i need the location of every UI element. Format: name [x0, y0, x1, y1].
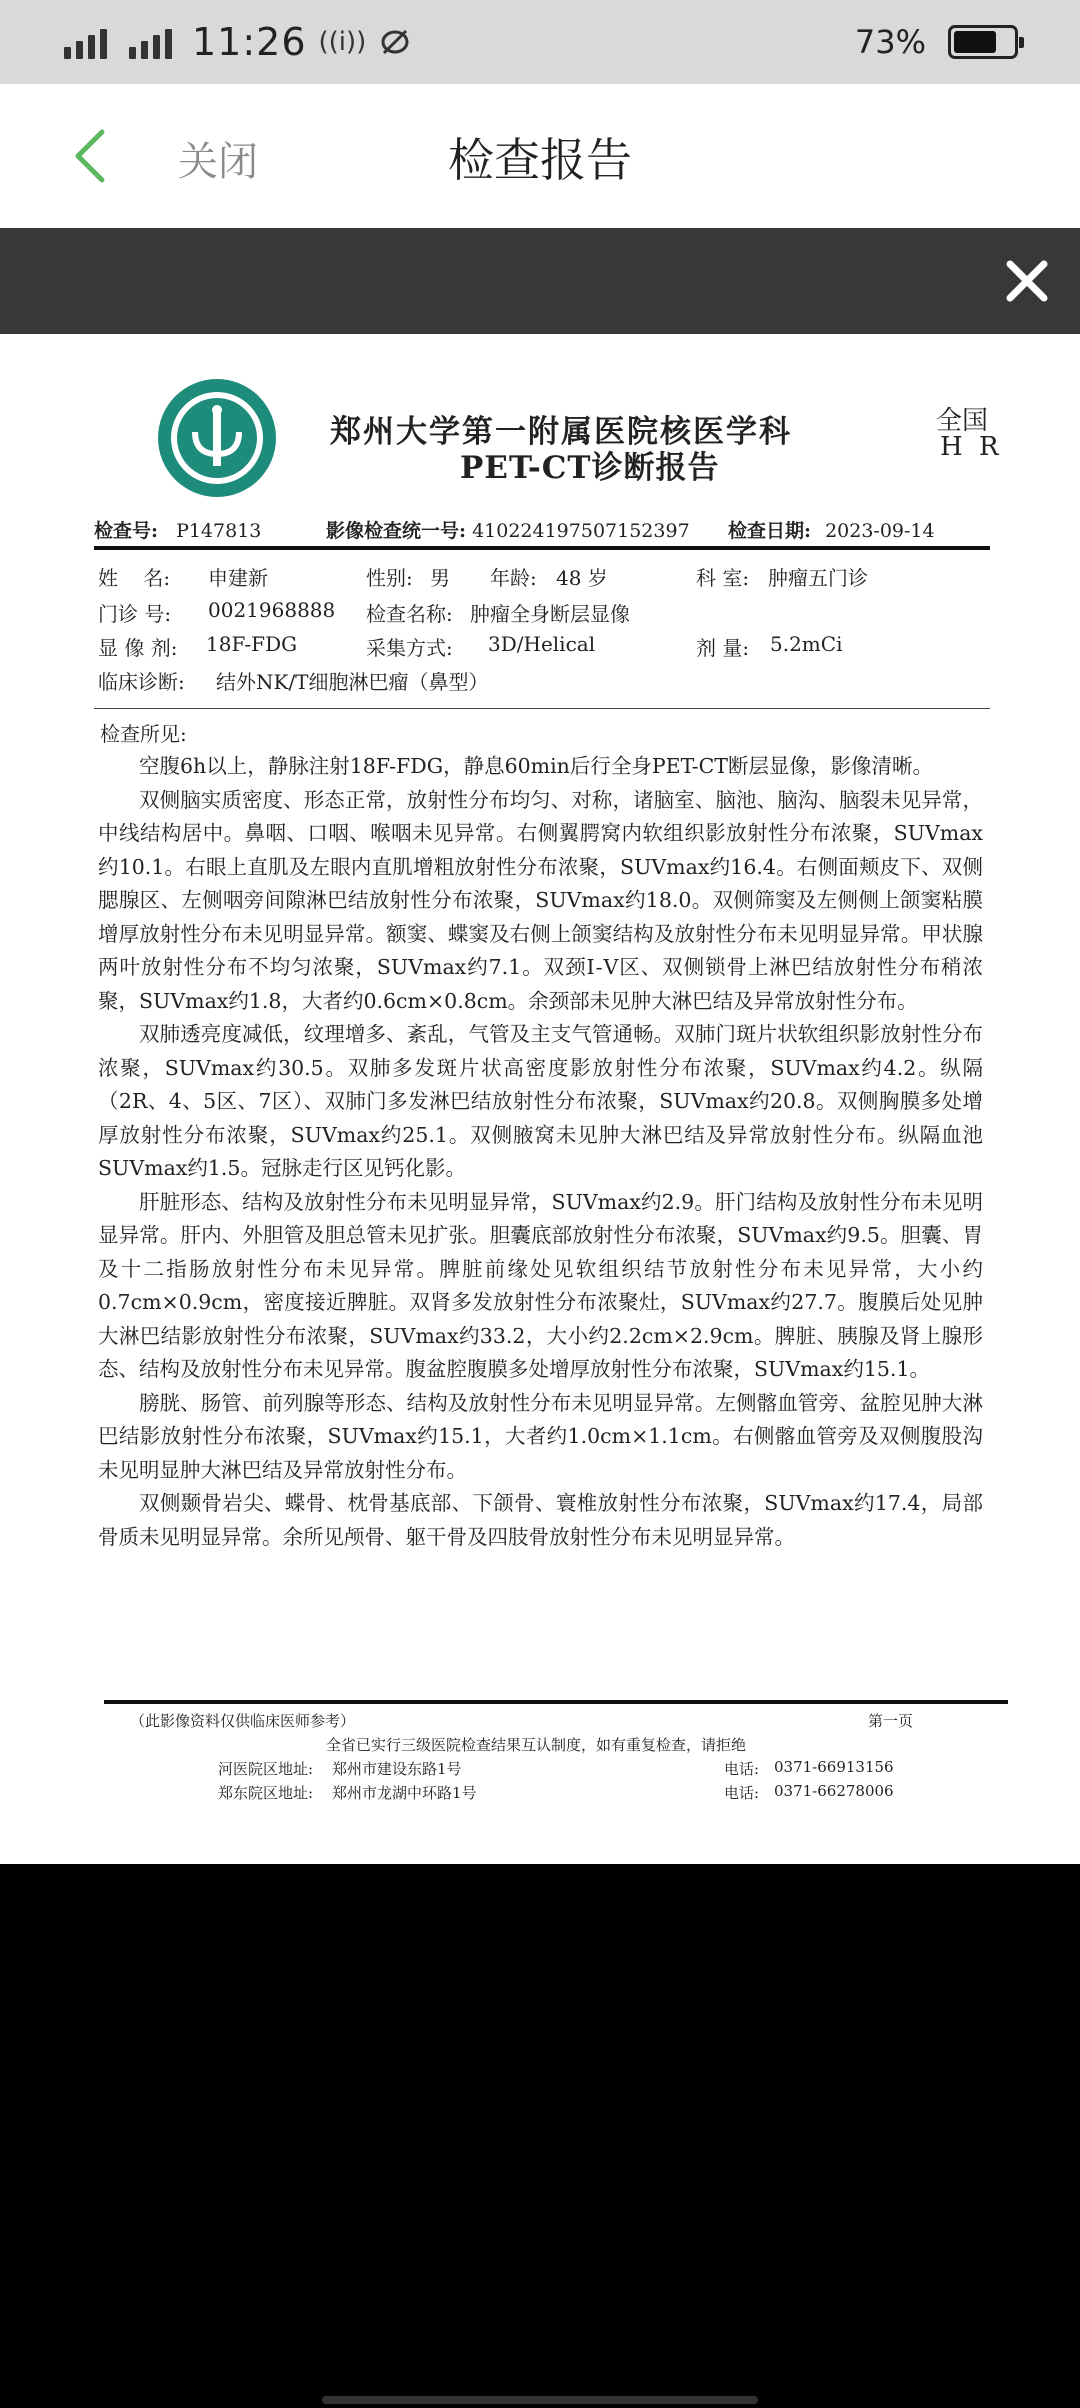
address1-label: 河医院区地址: [218, 1760, 314, 1778]
collection-value: 3D/Helical [488, 632, 596, 656]
address1: 郑州市建设东路1号 [332, 1760, 462, 1778]
exam-number-label: 检查号: [94, 520, 159, 542]
corner-mark-line1: 全国 [936, 406, 989, 436]
agent-value: 18F-FDG [206, 632, 298, 656]
corner-mark-line2: H R [940, 432, 1003, 462]
address2: 郑州市龙湖中环路1号 [332, 1784, 477, 1802]
battery-level [954, 31, 996, 53]
battery-icon [948, 25, 1018, 59]
outpatient-label: 门诊 号: [98, 602, 172, 626]
patient-name-label: 姓 名: [98, 566, 171, 590]
exam-number: P147813 [176, 520, 262, 542]
tel2: 0371-66278006 [774, 1782, 894, 1800]
header-divider [94, 546, 990, 550]
close-button[interactable]: 关闭 [178, 139, 258, 185]
diagnosis-label: 临床诊断: [98, 670, 185, 694]
unified-number-label: 影像检查统一号: [326, 520, 467, 542]
status-left [64, 18, 412, 66]
sex-label: 性别: [366, 566, 413, 590]
findings-paragraph: 空腹6h以上，静脉注射18F-FDG，静息60min后行全身PET-CT断层显像，影像清晰。 [139, 754, 933, 778]
findings-body [98, 750, 983, 1554]
unified-number: 410224197507152397 [472, 520, 690, 542]
findings-paragraph: 双肺透亮度减低，纹理增多、紊乱，气管及主支气管通畅。双肺门斑片状软组织影放射性分布浓聚，SUVmax约30.5。双肺多发斑片状高密度影放射性分布浓聚，SUVmax约4.2。纵隔（2R、4、5区、7区）、双肺门多发淋巴结放射性分布浓聚，SUVmax约20.8。双侧胸膜多处增厚放射性分布浓聚，SUVmax约25.1。双侧腋窝未见肿大淋巴结及异常放射性分布。纵隔血池SUVmax约1.5。冠脉走行区见钙化影。 [98, 1022, 983, 1180]
patient-name: 申建新 [208, 566, 268, 590]
findings-label: 检查所见: [100, 722, 187, 746]
status-bar [0, 0, 1080, 84]
signal-icon-sim1 [64, 25, 107, 59]
footer-divider [104, 1700, 1008, 1704]
info-divider [94, 708, 990, 709]
address2-label: 郑东院区地址: [218, 1784, 314, 1802]
close-icon[interactable] [1002, 256, 1052, 306]
exam-name-label: 检查名称: [366, 602, 453, 626]
diagnosis-value: 结外NK/T细胞淋巴瘤（鼻型） [216, 670, 489, 694]
hospital-logo-icon [155, 376, 279, 500]
agent-label: 显 像 剂: [98, 636, 178, 660]
age-value: 48 岁 [556, 566, 608, 590]
dept-value: 肿瘤五门诊 [768, 566, 868, 590]
status-right [855, 18, 1018, 66]
tel1-label: 电话: [724, 1760, 760, 1778]
dose-value: 5.2mCi [770, 632, 843, 656]
exam-date-row [728, 516, 935, 543]
unified-number-row [326, 516, 690, 543]
page-title: 检查报告 [448, 133, 632, 187]
do-not-disturb-icon [378, 25, 412, 59]
hospital-name: 郑州大学第一附属医院核医学科 [330, 414, 792, 450]
sex-value: 男 [430, 566, 450, 590]
report-document [0, 334, 1080, 1864]
viewer-toolbar [0, 228, 1080, 334]
status-time: 11:26 [192, 20, 307, 64]
outpatient-number: 0021968888 [208, 598, 336, 622]
page-number: 第一页 [868, 1712, 914, 1730]
exam-date: 2023-09-14 [825, 520, 935, 542]
findings-paragraph: 双侧脑实质密度、形态正常，放射性分布均匀、对称，诸脑室、脑池、脑沟、脑裂未见异常，中线结构居中。鼻咽、口咽、喉咽未见异常。右侧翼腭窝内软组织影放射性分布浓聚，SUVmax约10.1。右眼上直肌及左眼内直肌增粗放射性分布浓聚，SUVmax约16.4。右侧面颊皮下、双侧腮腺区、左侧咽旁间隙淋巴结放射性分布浓聚，SUVmax约18.0。双侧筛窦及左侧侧上颌窦粘膜增厚放射性分布未见明显异常。额窦、蝶窦及右侧上颌窦结构及放射性分布未见明显异常。甲状腺两叶放射性分布不均匀浓聚，SUVmax约7.1。双颈Ⅰ-Ⅴ区、双侧锁骨上淋巴结放射性分布稍浓聚，SUVmax约1.8，大者约0.6cm×0.8cm。余颈部未见肿大淋巴结及异常放射性分布。 [98, 787, 983, 1013]
nav-bar [0, 84, 1080, 228]
signal-icon-sim2 [129, 25, 172, 59]
age-label: 年龄: [490, 566, 537, 590]
battery-percent: 73% [854, 23, 926, 61]
dose-label: 剂 量: [696, 636, 750, 660]
report-type: PET-CT诊断报告 [460, 450, 720, 486]
tel1: 0371-66913156 [774, 1758, 894, 1776]
findings-paragraph: 肝脏形态、结构及放射性分布未见明显异常，SUVmax约2.9。肝门结构及放射性分布未见明显异常。肝内、外胆管及胆总管未见扩张。胆囊底部放射性分布浓聚，SUVmax约9.5。胆囊、胃及十二指肠放射性分布未见异常。脾脏前缘处见软组织结节放射性分布未见异常，大小约0.7cm×0.9cm，密度接近脾脏。双肾多发放射性分布浓聚灶，SUVmax约27.7。腹膜后处见肿大淋巴结影放射性分布浓聚，SUVmax约33.2，大小约2.2cm×2.9cm。脾脏、胰腺及肾上腺形态、结构及放射性分布未见异常。腹盆腔腹膜多处增厚放射性分布浓聚，SUVmax约15.1。 [98, 1189, 983, 1381]
collection-label: 采集方式: [366, 636, 453, 660]
tel2-label: 电话: [724, 1784, 760, 1802]
findings-paragraph: 膀胱、肠管、前列腺等形态、结构及放射性分布未见明显异常。左侧髂血管旁、盆腔见肿大淋巴结影放射性分布浓聚，SUVmax约15.1，大者约1.0cm×1.1cm。右侧髂血管旁及双侧腹股沟未见明显肿大淋巴结及异常放射性分布。 [98, 1390, 983, 1482]
hotspot-icon: ((i)) [318, 27, 367, 57]
dept-label: 科 室: [696, 566, 750, 590]
exam-name: 肿瘤全身断层显像 [470, 602, 630, 626]
exam-number-row [94, 516, 261, 543]
findings-paragraph: 双侧颞骨岩尖、蝶骨、枕骨基底部、下颌骨、寰椎放射性分布浓聚，SUVmax约17.4，局部骨质未见明显异常。余所见颅骨、躯干骨及四肢骨放射性分布未见明显异常。 [98, 1491, 983, 1549]
exam-date-label: 检查日期: [728, 520, 812, 542]
home-indicator[interactable] [322, 2396, 758, 2404]
footer-policy: 全省已实行三级医院检查结果互认制度，如有重复检查，请拒绝 [326, 1736, 747, 1754]
footer-note: （此影像资料仅供临床医师参考） [130, 1712, 356, 1730]
